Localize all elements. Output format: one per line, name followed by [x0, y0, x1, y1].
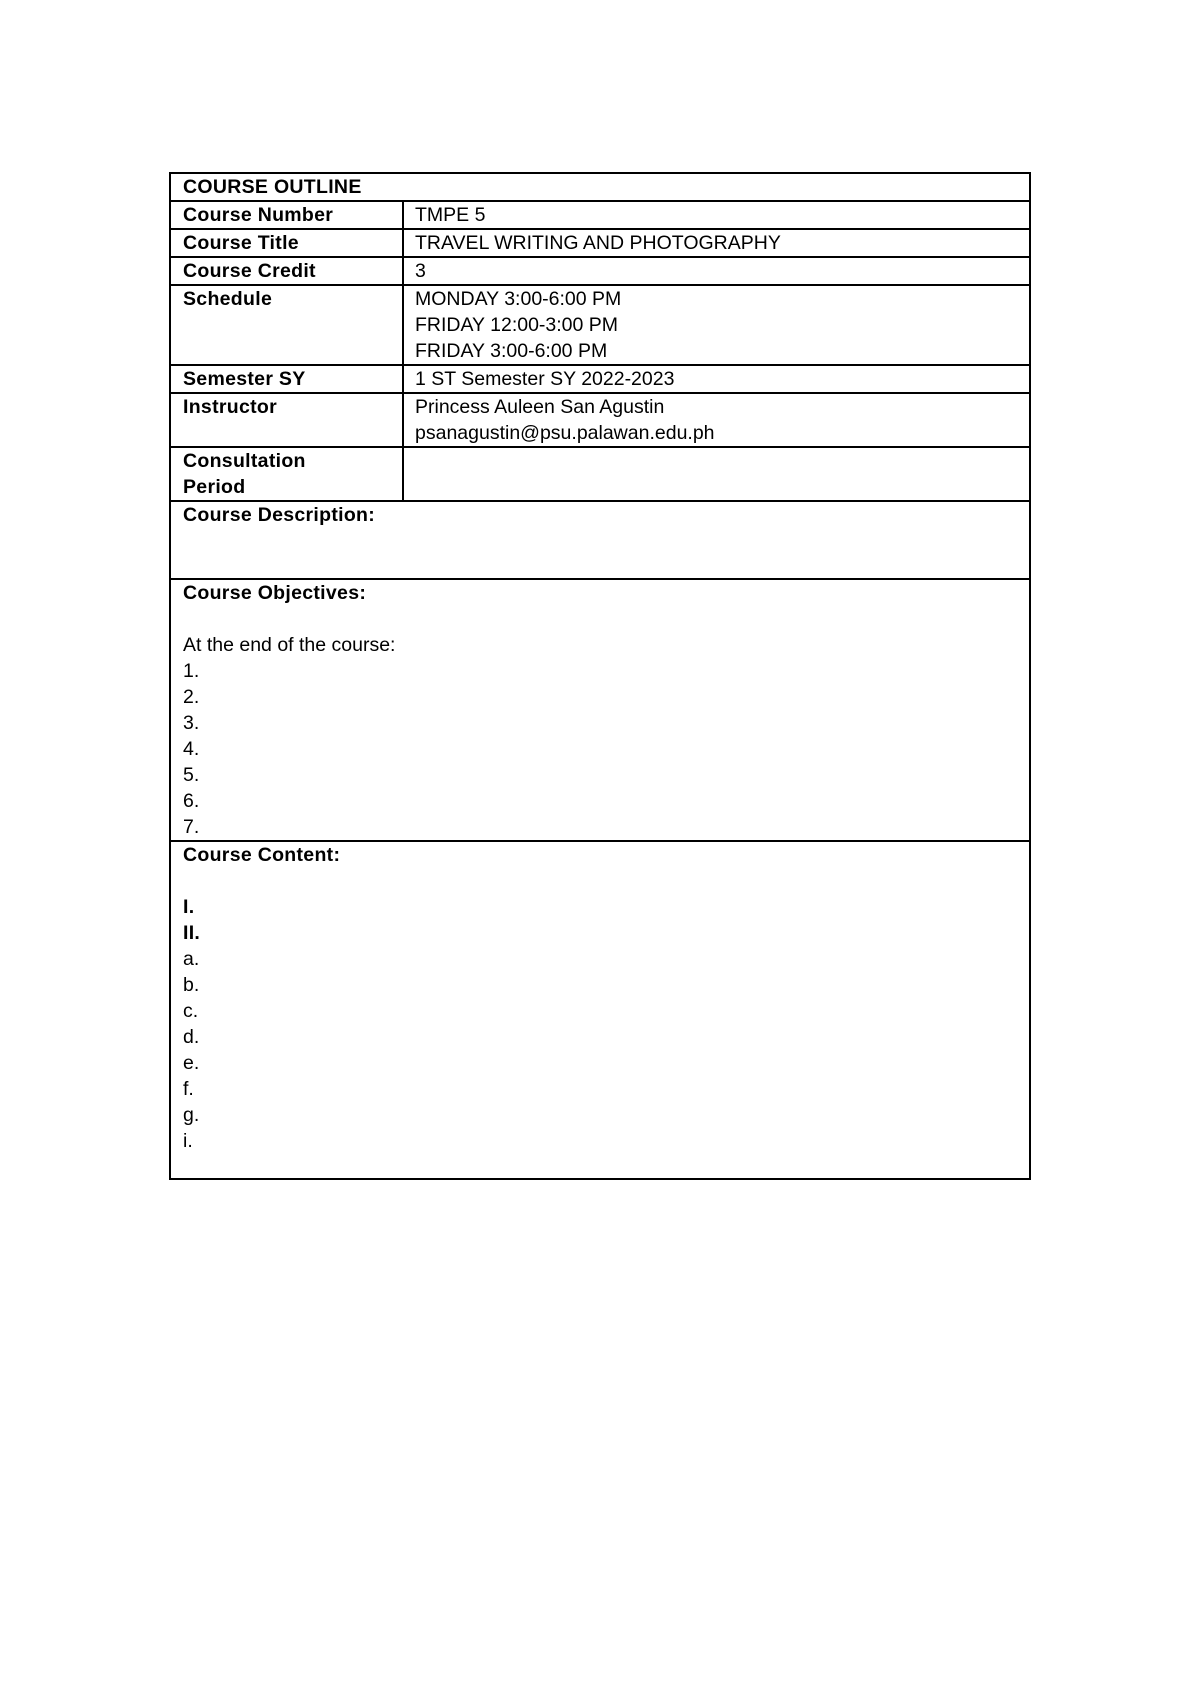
objective-item: 6.: [183, 790, 200, 812]
content-item: i.: [183, 1130, 193, 1152]
consultation-row: [171, 446, 1029, 500]
course-description-cell: [171, 502, 1029, 578]
consultation-value: [404, 448, 1029, 500]
course-number-value: TMPE 5: [415, 204, 486, 226]
content-item: b.: [183, 974, 200, 996]
instructor-name: Princess Auleen San Agustin: [415, 396, 665, 418]
content-item: g.: [183, 1104, 200, 1126]
content-item: f.: [183, 1078, 194, 1100]
content-item: c.: [183, 1000, 199, 1022]
instructor-row: [171, 392, 1029, 446]
schedule-line: MONDAY 3:00-6:00 PM: [415, 288, 622, 310]
content-section: I.: [183, 896, 195, 918]
course-title-label: Course Title: [171, 230, 404, 256]
instructor-value: [404, 394, 1029, 446]
course-objectives-cell: [171, 580, 1029, 840]
course-content-row: [171, 840, 1029, 1178]
course-objectives-heading: Course Objectives:: [183, 582, 367, 604]
course-content-heading: Course Content:: [183, 844, 341, 866]
course-credit-value: 3: [415, 260, 426, 282]
course-title-value: TRAVEL WRITING AND PHOTOGRAPHY: [415, 232, 781, 254]
spacer: [183, 606, 1019, 632]
semester-row: [171, 364, 1029, 392]
objective-item: 1.: [183, 660, 200, 682]
content-item: a.: [183, 948, 200, 970]
consultation-label-line: Period: [183, 476, 246, 498]
objective-item: 2.: [183, 686, 200, 708]
course-outline-table: [169, 172, 1031, 1180]
schedule-row: [171, 284, 1029, 364]
schedule-line: FRIDAY 12:00-3:00 PM: [415, 314, 619, 336]
course-description-heading: Course Description:: [183, 504, 376, 526]
objective-item: 5.: [183, 764, 200, 786]
course-objectives-row: [171, 578, 1029, 840]
header-row: [171, 174, 1029, 200]
content-item: d.: [183, 1026, 200, 1048]
schedule-line: FRIDAY 3:00-6:00 PM: [415, 340, 608, 362]
content-item: e.: [183, 1052, 200, 1074]
instructor-email: psanagustin@psu.palawan.edu.ph: [415, 422, 715, 444]
course-number-label: Course Number: [171, 202, 404, 228]
course-credit-row: [171, 256, 1029, 284]
schedule-value: [404, 286, 1029, 364]
schedule-label: Schedule: [171, 286, 404, 364]
consultation-label: [171, 448, 404, 500]
spacer: [183, 868, 1019, 894]
objective-item: 3.: [183, 712, 200, 734]
instructor-label: Instructor: [171, 394, 404, 446]
course-outline-title: COURSE OUTLINE: [183, 176, 362, 198]
content-section: II.: [183, 922, 201, 944]
course-number-row: [171, 200, 1029, 228]
consultation-label-line: Consultation: [183, 450, 306, 472]
course-content-cell: [171, 842, 1029, 1178]
objectives-intro: At the end of the course:: [183, 634, 396, 656]
objective-item: 4.: [183, 738, 200, 760]
objective-item: 7.: [183, 816, 200, 838]
semester-label: Semester SY: [171, 366, 404, 392]
course-description-row: [171, 500, 1029, 578]
semester-value: 1 ST Semester SY 2022-2023: [415, 368, 675, 390]
course-title-row: [171, 228, 1029, 256]
course-credit-label: Course Credit: [171, 258, 404, 284]
